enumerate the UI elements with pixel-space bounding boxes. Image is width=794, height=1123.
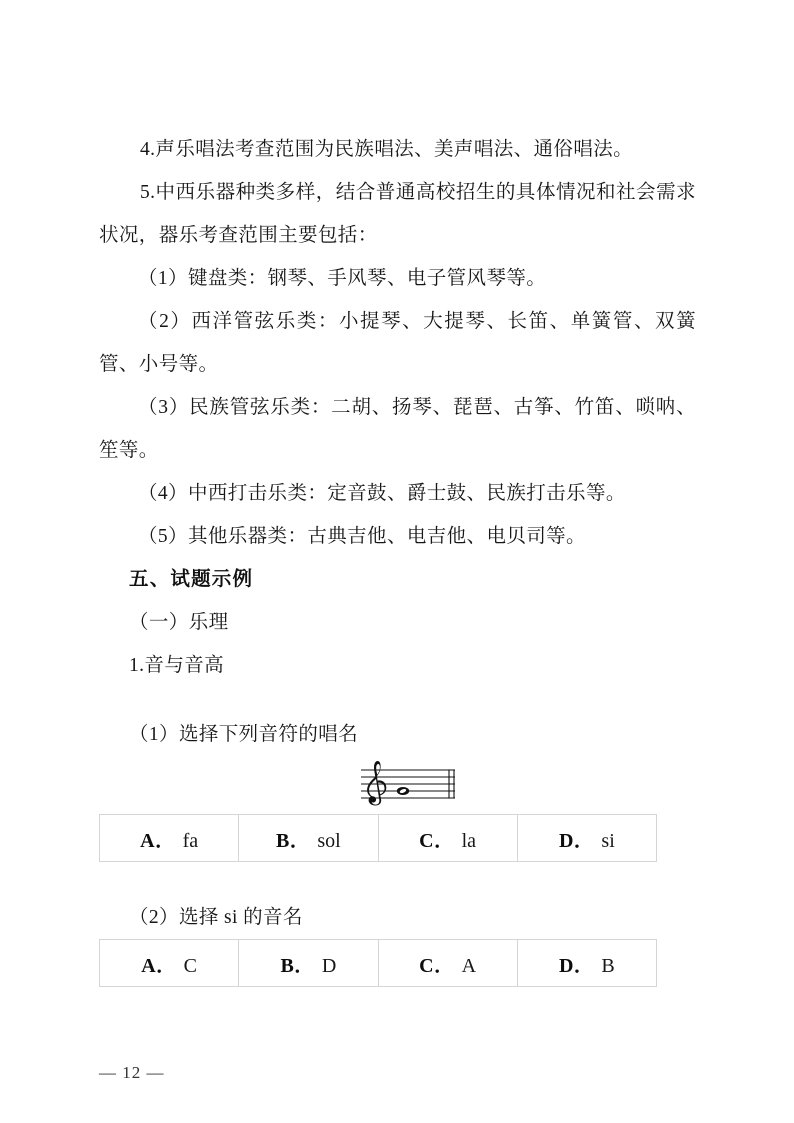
paragraph-instrument-keyboard: （1）键盘类：钢琴、手风琴、电子管风琴等。 [138,268,547,289]
question-2-options-table [99,939,657,987]
whole-note-icon [397,787,409,795]
option-letter: B． [276,829,311,852]
question-2-stem: （2）选择 si 的音名 [129,907,303,928]
question-1-options-table [99,814,657,862]
paragraph-instrument-western-orchestral: （2）西洋管弦乐类：小提琴、大提琴、长笛、单簧管、双簧管、小号等。 [99,311,696,375]
question-1-stem: （1）选择下列音符的唱名 [129,724,359,745]
option-letter: C． [419,954,455,977]
option-text: la [461,829,477,852]
option-cell-q1-d[interactable] [517,815,656,862]
staff-notation-svg [355,760,461,810]
option-letter: C． [419,829,455,852]
option-letter: A． [141,954,177,977]
option-cell-q2-b[interactable] [239,940,378,987]
option-cell-q1-b[interactable] [239,815,378,862]
paragraph-instrument-other: （5）其他乐器类：古典吉他、电吉他、电贝司等。 [138,526,586,547]
option-cell-q2-d[interactable] [517,940,656,987]
option-cell-q2-a[interactable] [100,940,239,987]
option-text: B [601,954,615,977]
section-heading-sample-questions: 五、试题示例 [129,568,254,590]
option-text: fa [182,829,199,852]
option-text: C [183,954,198,977]
music-notation-container [99,758,696,814]
table-row [100,940,657,987]
subsection-label-music-theory: （一）乐理 [129,612,229,633]
option-text: A [461,954,477,977]
option-letter: D． [558,954,595,977]
spacer-before-question-2 [99,862,696,896]
option-letter: D． [558,829,595,852]
paragraph-instrument-percussion: （4）中西打击乐类：定音鼓、爵士鼓、民族打击乐等。 [138,483,626,504]
page-number: — 12 — [99,1063,165,1082]
treble-clef-icon [367,761,386,806]
table-row [100,815,657,862]
option-letter: B． [280,954,315,977]
page-content [99,128,696,987]
option-letter: A． [140,829,176,852]
option-text: D [321,954,337,977]
option-cell-q2-c[interactable] [378,940,517,987]
spacer-before-question-1 [99,687,696,713]
paragraph-item-5: 5.中西乐器种类多样，结合普通高校招生的具体情况和社会需求状况，器乐考查范围主要包括： [99,182,696,246]
option-cell-q1-c[interactable] [378,815,517,862]
option-text: si [601,829,615,852]
paragraph-item-4: 4.声乐唱法考查范围为民族唱法、美声唱法、通俗唱法。 [140,139,634,160]
topic-label-pitch: 1.音与音高 [129,655,225,676]
option-cell-q1-a[interactable] [100,815,239,862]
paragraph-instrument-chinese-orchestral: （3）民族管弦乐类：二胡、扬琴、琵琶、古筝、竹笛、唢呐、笙等。 [99,397,696,461]
option-text: sol [317,829,341,852]
